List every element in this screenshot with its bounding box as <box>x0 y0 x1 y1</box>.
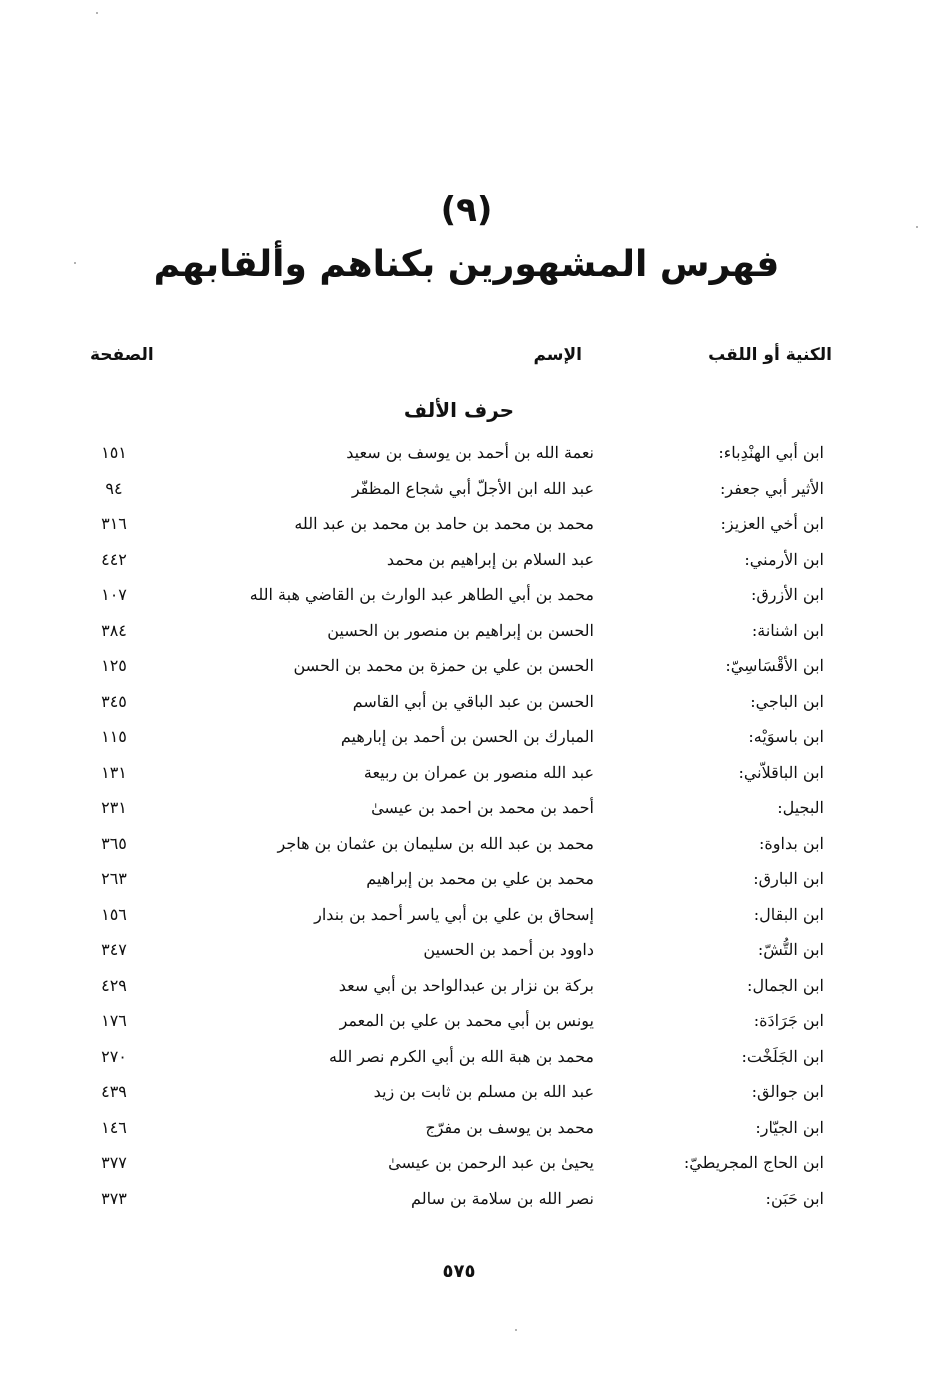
entry-kunya: ابن الأقْسَاسِيّ: <box>725 656 824 675</box>
index-entry <box>90 436 832 472</box>
entry-page: ١٣١ <box>101 762 127 782</box>
index-title: فهرس المشهورين بكناهم وألقابهم <box>153 244 780 285</box>
entry-kunya: البجيل: <box>777 798 824 817</box>
entry-name: نصر الله بن سلامة بن سالم <box>411 1188 594 1208</box>
entry-name: الحسن بن إبراهيم بن منصور بن الحسين <box>327 620 594 640</box>
index-number: (٩) <box>440 190 493 230</box>
index-entry <box>90 1146 832 1182</box>
index-entry <box>90 827 832 863</box>
index-entry <box>90 969 832 1005</box>
entry-page: ٣٤٥ <box>101 691 127 711</box>
index-entry <box>90 507 832 543</box>
index-entries <box>90 436 832 1217</box>
entry-kunya: ابن جَرَادَة: <box>753 1011 824 1030</box>
index-entry <box>90 1075 832 1111</box>
page-number: ٥٧٥ <box>442 1261 476 1282</box>
entry-kunya: ابن بداوة: <box>759 833 824 853</box>
scan-speck <box>515 1329 517 1331</box>
entry-kunya: ابن باسوَيْه: <box>748 727 824 746</box>
column-header-row <box>90 340 832 370</box>
index-entry <box>90 472 832 508</box>
index-entry <box>90 649 832 685</box>
entry-kunya: ابن الأزرق: <box>751 585 824 604</box>
index-entry <box>90 756 832 792</box>
entry-kunya: ابن الجمال: <box>747 975 824 995</box>
header-page: الصفحة <box>90 345 154 365</box>
entry-kunya: ابن البارق: <box>753 869 824 888</box>
entry-page: ٣١٦ <box>101 514 127 533</box>
entry-name: يونس بن أبي محمد بن علي بن المعمر <box>339 1011 594 1030</box>
index-entry <box>90 933 832 969</box>
entry-page: ٤٢٩ <box>101 975 127 995</box>
entry-name: يحيىٰ بن عبد الرحمن بن عيسىٰ <box>388 1153 594 1172</box>
entry-name: أحمد بن محمد بن احمد بن عيسىٰ <box>371 798 594 817</box>
entry-page: ١٥٦ <box>101 904 127 924</box>
index-entry <box>90 791 832 827</box>
entry-name: عبد الله ابن الأجلّ أبي شجاع المظفّر <box>351 478 594 498</box>
entry-name: الحسن بن عبد الباقي بن أبي القاسم <box>352 691 594 711</box>
entry-page: ٣٦٥ <box>101 833 127 853</box>
index-entry <box>90 1040 832 1076</box>
entry-page: ١٠٧ <box>101 585 127 604</box>
header-kunya: الكنية أو اللقب <box>708 345 832 365</box>
entry-kunya: ابن حَبَن: <box>765 1188 824 1208</box>
entry-name: داوود بن أحمد بن الحسين <box>423 940 594 959</box>
index-entry <box>90 614 832 650</box>
index-entry <box>90 578 832 614</box>
entry-name: إسحاق بن علي بن أبي ياسر أحمد بن بندار <box>314 904 594 924</box>
entry-page: ٢٦٣ <box>101 869 127 888</box>
index-entry <box>90 720 832 756</box>
entry-page: ٢٣١ <box>101 798 127 817</box>
entry-name: محمد بن يوسف بن مفرّج <box>425 1117 594 1137</box>
section-title: حرف الألف <box>403 398 515 422</box>
entry-page: ٣٧٧ <box>101 1153 127 1172</box>
scan-speck <box>96 12 98 14</box>
entry-kunya: ابن الحاج المجريطيّ: <box>683 1153 824 1172</box>
entry-name: محمد بن محمد بن حامد بن محمد بن عبد الله <box>294 514 594 533</box>
index-entry <box>90 898 832 934</box>
entry-page: ٣٤٧ <box>101 940 127 959</box>
entry-page: ٢٧٠ <box>101 1046 127 1066</box>
entry-name: عبد السلام بن إبراهيم بن محمد <box>386 549 594 569</box>
entry-name: محمد بن هبة الله بن أبي الكرم نصر الله <box>328 1046 594 1066</box>
entry-kunya: ابن الجَلَخْت: <box>741 1046 824 1066</box>
entry-name: محمد بن عبد الله بن سليمان بن عثمان بن هاجر <box>277 833 594 853</box>
entry-page: ٩٤ <box>105 478 123 498</box>
entry-kunya: ابن البقال: <box>753 904 824 924</box>
entry-kunya: ابن الجيّار: <box>755 1117 824 1137</box>
entry-page: ١١٥ <box>101 727 127 746</box>
entry-kunya: ابن أبي الهنْدِباء: <box>718 443 824 462</box>
index-entry <box>90 1182 832 1218</box>
entry-name: المبارك بن الحسن بن أحمد بن إبارهيم <box>340 727 594 746</box>
entry-page: ٤٣٩ <box>101 1082 127 1101</box>
index-entry <box>90 685 832 721</box>
index-entry <box>90 862 832 898</box>
entry-name: عبد الله منصور بن عمران بن ربيعة <box>363 762 594 782</box>
entry-kunya: الأثير أبي جعفر: <box>719 478 824 498</box>
entry-page: ١٢٥ <box>101 656 127 675</box>
header-name: الإسم <box>533 345 582 365</box>
entry-kunya: ابن التُّشّ: <box>757 940 824 959</box>
entry-kunya: ابن الباجي: <box>750 691 824 711</box>
entry-name: بركة بن نزار بن عبدالواحد بن أبي سعد <box>338 975 594 995</box>
entry-kunya: ابن الباقلاّني: <box>738 762 824 782</box>
entry-name: الحسن بن علي بن حمزة بن محمد بن الحسن <box>293 656 594 675</box>
entry-page: ٣٧٣ <box>101 1188 127 1208</box>
entry-page: ٣٨٤ <box>101 620 127 640</box>
entry-page: ١٤٦ <box>101 1117 127 1137</box>
entry-name: عبد الله بن مسلم بن ثابت بن زيد <box>373 1082 594 1101</box>
entry-kunya: ابن جوالق: <box>751 1082 824 1101</box>
index-entry <box>90 1111 832 1147</box>
entry-name: نعمة الله بن أحمد بن يوسف بن سعيد <box>346 443 594 462</box>
index-entry <box>90 543 832 579</box>
entry-page: ١٧٦ <box>101 1011 127 1030</box>
entry-page: ١٥١ <box>101 443 127 462</box>
entry-kunya: ابن الأرمني: <box>744 549 824 569</box>
entry-kunya: ابن أخي العزيز: <box>720 514 824 533</box>
entry-name: محمد بن علي بن محمد بن إبراهيم <box>366 869 594 888</box>
entry-page: ٤٤٢ <box>101 549 127 569</box>
entry-kunya: ابن اشنانة: <box>751 620 824 640</box>
index-entry <box>90 1004 832 1040</box>
entry-name: محمد بن أبي الطاهر عبد الوارث بن القاضي هبة الله <box>249 585 594 604</box>
